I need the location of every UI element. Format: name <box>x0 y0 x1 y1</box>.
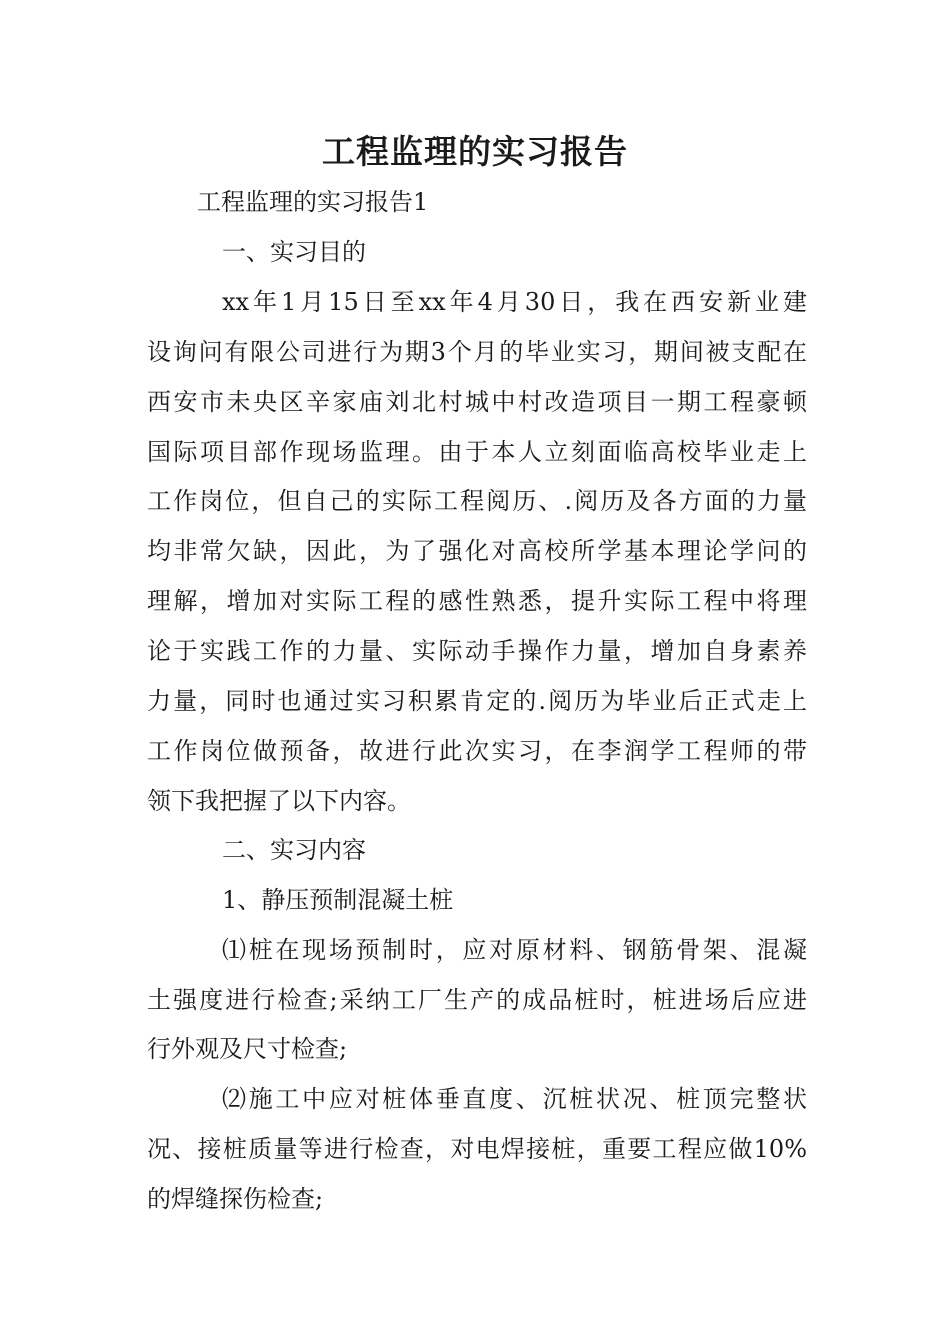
paragraph-line: 西安市未央区辛家庙刘北村城中村改造项目一期工程豪顿 <box>147 388 807 416</box>
paragraph-line: 均非常欠缺，因此，为了强化对高校所学基本理论学问的 <box>147 537 807 565</box>
list-item-line: ⑴桩在现场预制时，应对原材料、钢筋骨架、混凝 <box>222 936 807 964</box>
document-title: 工程监理的实习报告 <box>322 132 628 171</box>
subsection-heading: 1、静压预制混凝土桩 <box>222 886 454 914</box>
list-item-line: 行外观及尺寸检查; <box>147 1035 348 1063</box>
paragraph-line: 设询问有限公司进行为期3个月的毕业实习，期间被支配在 <box>147 338 807 366</box>
paragraph-line: 工作岗位做预备，故进行此次实习，在李润学工程师的带 <box>147 737 807 765</box>
section-heading-content: 二、实习内容 <box>222 836 366 864</box>
section-heading-purpose: 一、实习目的 <box>222 238 366 266</box>
report-subtitle: 工程监理的实习报告1 <box>197 188 429 216</box>
paragraph-line: xx年1月15日至xx年4月30日，我在西安新业建 <box>222 288 807 316</box>
list-item-line: ⑵施工中应对桩体垂直度、沉桩状况、桩顶完整状 <box>222 1085 807 1113</box>
paragraph-line: 论于实践工作的力量、实际动手操作力量，增加自身素养 <box>147 637 807 665</box>
paragraph-line: 力量，同时也通过实习积累肯定的.阅历为毕业后正式走上 <box>147 687 807 715</box>
paragraph-line: 理解，增加对实际工程的感性熟悉，提升实际工程中将理 <box>147 587 807 615</box>
list-item-line: 况、接桩质量等进行检查，对电焊接桩，重要工程应做10% <box>147 1135 807 1163</box>
paragraph-line: 国际项目部作现场监理。由于本人立刻面临高校毕业走上 <box>147 438 807 466</box>
paragraph-line: 领下我把握了以下内容。 <box>147 787 411 815</box>
list-item-line: 土强度进行检查;采纳工厂生产的成品桩时，桩进场后应进 <box>147 986 807 1014</box>
list-item-line: 的焊缝探伤检查; <box>147 1185 324 1213</box>
paragraph-line: 工作岗位，但自己的实际工程阅历、.阅历及各方面的力量 <box>147 487 807 515</box>
